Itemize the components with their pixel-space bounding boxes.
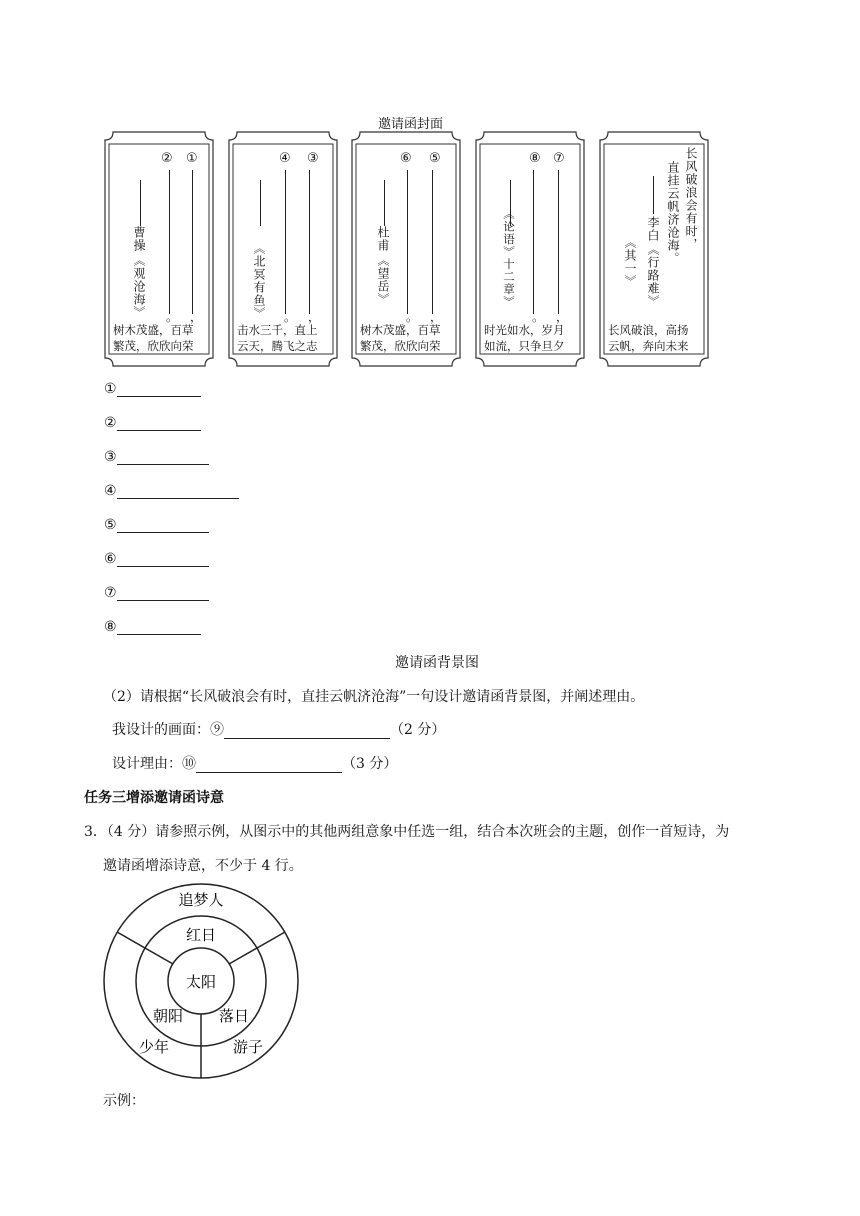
answer-blank[interactable] — [117, 416, 201, 431]
question-3-line-2: 邀请函增添诗意，不少于 4 行。 — [103, 858, 303, 874]
answer-number: ③ — [104, 449, 117, 465]
card-caption-line: 繁茂，欣欣向荣 — [360, 339, 441, 353]
blank-number-5: ⑤ — [429, 151, 441, 166]
invitation-card-4 — [474, 130, 586, 368]
card-caption — [608, 322, 704, 354]
design-reason-label: 设计理由：⑩ — [112, 756, 196, 772]
author-name: 杜甫 — [376, 226, 390, 252]
cover-title: 邀请函封面 — [378, 117, 444, 132]
dash-line — [653, 176, 654, 214]
answer-line-6 — [104, 551, 209, 567]
blank-number-1: ① — [186, 151, 198, 166]
punctuation: 。 — [166, 310, 179, 324]
wheel-middle-label: 落日 — [218, 1007, 250, 1025]
card-caption-line: 树木茂盛，百草 — [113, 323, 194, 337]
card-caption-line: 长风破浪，高扬 — [608, 323, 689, 337]
example-label: 示例： — [103, 1093, 145, 1109]
wheel-outer-label: 追梦人 — [178, 891, 224, 909]
blank-number-3: ③ — [307, 151, 319, 166]
invitation-card-5 — [598, 130, 710, 368]
question-3-line-1: 3．（4 分）请参照示例，从图示中的其他两组意象中任选一组，结合本次班会的主题，创作一首短诗，为 — [84, 824, 730, 840]
blank-number-8: ⑧ — [529, 151, 541, 166]
card-caption — [360, 322, 456, 354]
answer-line-5 — [104, 517, 209, 533]
card-caption-line: 树木茂盛，百草 — [360, 323, 441, 337]
invitation-card-1 — [103, 130, 215, 368]
answer-line-1 — [104, 381, 201, 397]
invitation-card-2 — [227, 130, 339, 368]
punctuation: ， — [430, 310, 443, 324]
answer-blank-line — [533, 170, 534, 314]
author-name: 李白 — [646, 216, 660, 242]
poem-title: 《观沧海》 — [132, 254, 146, 319]
punctuation: ， — [190, 310, 203, 324]
poem-title: 《北冥有鱼》 — [252, 242, 266, 320]
wheel-middle-label: 红日 — [185, 926, 217, 944]
punctuation: ， — [308, 310, 321, 324]
answer-number: ⑥ — [104, 551, 117, 567]
answer-number: ④ — [104, 483, 117, 499]
answer-blank-line — [309, 170, 310, 314]
question-2-prompt: （2）请根据“长风破浪会有时，直挂云帆济沧海”一句设计邀请函背景图，并阐述理由。 — [103, 689, 645, 705]
answer-line-4 — [104, 483, 239, 499]
answer-blank[interactable] — [117, 382, 201, 397]
punctuation: 。 — [284, 310, 297, 324]
answer-blank-line — [407, 170, 408, 314]
card-caption — [237, 322, 333, 354]
answer-blank[interactable] — [117, 586, 209, 601]
poem-line: 直挂云帆济沧海。 — [666, 161, 680, 265]
design-picture-row — [112, 719, 445, 739]
design-picture-blank[interactable] — [224, 724, 390, 739]
answer-blank[interactable] — [117, 518, 209, 533]
card-caption-line: 击水三千，直上 — [237, 323, 318, 337]
imagery-wheel-diagram — [100, 880, 304, 1084]
blank-number-7: ⑦ — [553, 151, 565, 166]
answer-number: ② — [104, 415, 117, 431]
score: （3 分） — [342, 756, 398, 772]
card-caption — [484, 322, 580, 354]
answer-line-2 — [104, 415, 201, 431]
answer-blank-line — [558, 170, 559, 314]
poem-line: 长风破浪会有时， — [684, 147, 698, 251]
poem-title: 《望岳》 — [376, 254, 390, 306]
card-caption-line: 云帆，奔向未来 — [608, 339, 689, 353]
answer-blank[interactable] — [117, 484, 239, 499]
score: （2 分） — [390, 722, 446, 738]
dash-line — [140, 180, 141, 226]
answer-number: ⑤ — [104, 517, 117, 533]
poem-title: 《论语》十二章》 — [502, 208, 516, 308]
answer-blank[interactable] — [117, 620, 201, 635]
invitation-card-3 — [350, 130, 462, 368]
punctuation: 。 — [406, 310, 419, 324]
answer-blank-line — [432, 170, 433, 314]
card-caption-line: 如流，只争旦夕 — [484, 339, 565, 353]
blank-number-2: ② — [161, 151, 173, 166]
card-caption — [113, 322, 209, 354]
card-caption-line: 云天，腾飞之志 — [237, 339, 318, 353]
wheel-outer-label: 少年 — [138, 1038, 170, 1056]
answer-blank[interactable] — [117, 552, 209, 567]
design-reason-blank[interactable] — [196, 758, 342, 773]
answer-line-3 — [104, 449, 209, 465]
answer-number: ⑧ — [104, 619, 117, 635]
wheel-center-label: 太阳 — [185, 973, 217, 991]
bg-title: 邀请函背景图 — [395, 655, 479, 671]
dash-line — [384, 180, 385, 226]
answer-blank[interactable] — [117, 450, 209, 465]
answer-number: ⑦ — [104, 585, 117, 601]
answer-line-8 — [104, 619, 201, 635]
card-caption-line: 时光如水，岁月 — [484, 323, 565, 337]
poem-title: 《行路难》 — [646, 243, 660, 308]
punctuation: ， — [556, 310, 569, 324]
author-name: 曹操 — [132, 226, 146, 252]
task-3-heading: 任务三增添邀请函诗意 — [84, 790, 224, 806]
answer-blank-line — [192, 170, 193, 314]
card-caption-line: 繁茂，欣欣向荣 — [113, 339, 194, 353]
design-picture-label: 我设计的画面：⑨ — [112, 722, 224, 738]
wheel-outer-label: 游子 — [232, 1038, 264, 1056]
punctuation: 。 — [532, 310, 545, 324]
answer-blank-line — [285, 170, 286, 314]
answer-number: ① — [104, 381, 117, 397]
blank-number-6: ⑥ — [400, 151, 412, 166]
answer-line-7 — [104, 585, 209, 601]
dash-line — [260, 180, 261, 226]
design-reason-row — [112, 753, 397, 773]
blank-number-4: ④ — [279, 151, 291, 166]
wheel-middle-label: 朝阳 — [152, 1007, 184, 1025]
answer-blank-line — [169, 170, 170, 314]
poem-subtitle: 《其一》 — [623, 236, 637, 288]
